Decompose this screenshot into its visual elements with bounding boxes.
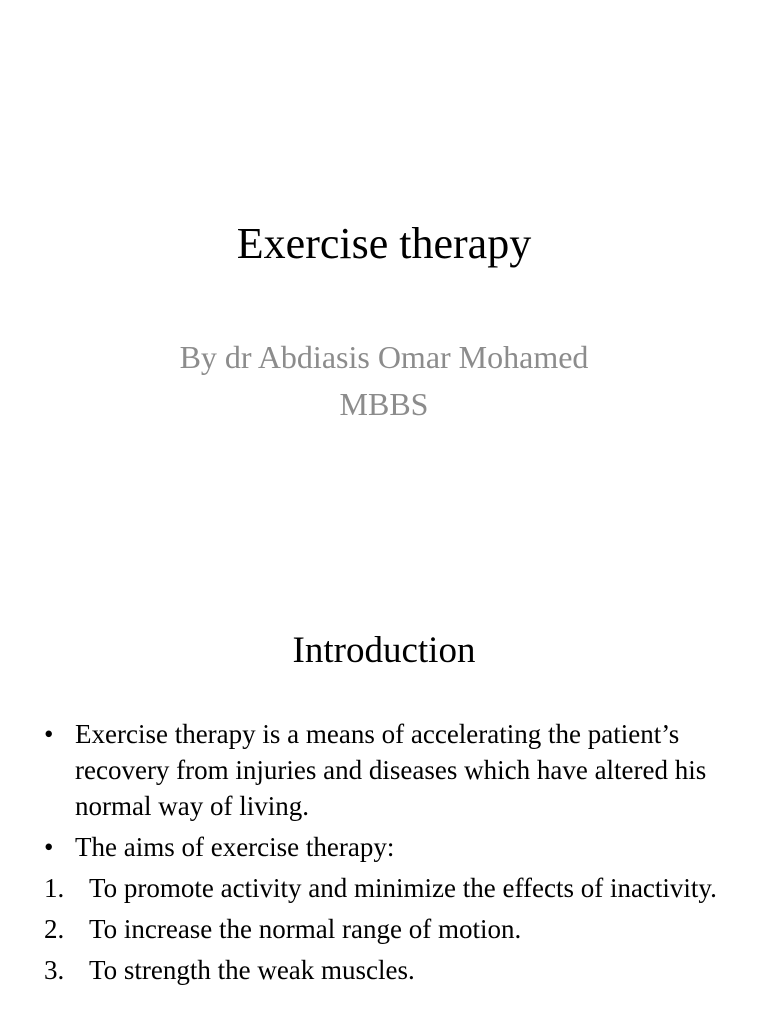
content-list: [44, 716, 744, 993]
list-item: [44, 911, 744, 947]
list-item: [44, 829, 744, 865]
slide-subtitle: [0, 334, 768, 428]
list-item-text: To promote activity and minimize the effects of inactivity.: [89, 873, 717, 903]
degree-line: MBBS: [339, 386, 429, 422]
list-item: [44, 870, 744, 906]
slide-heading: Introduction: [292, 630, 476, 671]
introduction-slide: [0, 576, 768, 1024]
author-line: By dr Abdiasis Omar Mohamed: [179, 339, 589, 375]
list-item-text: To strength the weak muscles.: [89, 955, 415, 985]
slide-title: Exercise therapy: [236, 219, 532, 268]
list-item-text: Exercise therapy is a means of accelerating the patient’s recovery from injuries and diseases which have altered his normal way of living.: [75, 719, 707, 821]
list-item: [44, 952, 744, 988]
bullet-marker: •: [44, 832, 54, 862]
list-item-text: To increase the normal range of motion.: [89, 914, 522, 944]
number-marker: 1.: [44, 873, 65, 903]
list-item: [44, 716, 744, 824]
bullet-marker: •: [44, 719, 54, 749]
list-item-text: The aims of exercise therapy:: [75, 832, 395, 862]
number-marker: 2.: [44, 914, 65, 944]
number-marker: 3.: [44, 955, 65, 985]
